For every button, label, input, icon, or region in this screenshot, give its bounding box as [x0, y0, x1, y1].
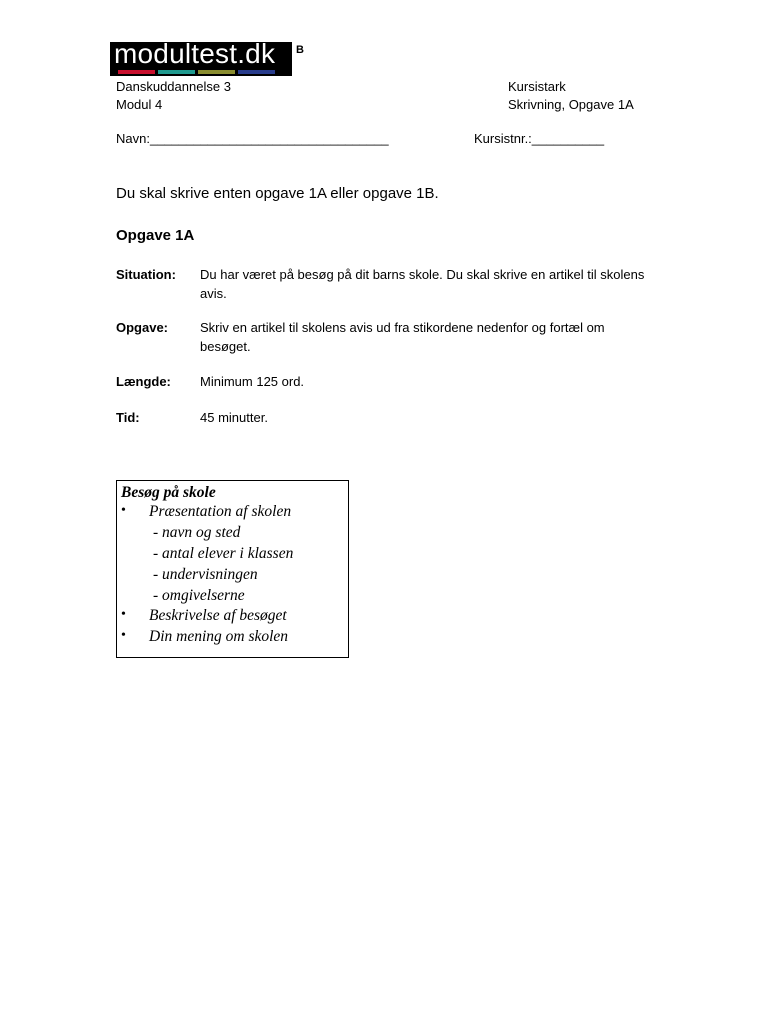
keywords-box: [116, 480, 349, 658]
logo-superscript: B: [296, 44, 304, 56]
list-item-text: Beskrivelse af besøget: [149, 607, 287, 624]
logo-bar-blue: [238, 70, 275, 74]
task-reference: Skrivning, Opgave 1A: [508, 97, 634, 112]
module-name: Modul 4: [116, 97, 163, 112]
logo-text: modultest.dk: [114, 38, 276, 69]
list-item-text: Din mening om skolen: [149, 628, 289, 645]
bullet-icon: •: [121, 628, 126, 643]
keywords-box-title: Besøg på skole: [121, 484, 216, 501]
detail-value: Skriv en artikel til skolens avis ud fra stikordene nedenfor og fortæl om besøget.: [200, 320, 605, 354]
instructions-intro: Du skal skrive enten opgave 1A eller opgave 1B.: [116, 185, 439, 202]
detail-label: Opgave:: [116, 320, 169, 335]
detail-time: [116, 408, 656, 427]
logo-bar-teal: [158, 70, 195, 74]
student-number-field[interactable]: Kursistnr.:__________: [474, 131, 605, 146]
detail-label: Situation:: [116, 267, 176, 282]
modultest-logo: [110, 38, 292, 76]
detail-label: Længde:: [116, 374, 171, 389]
detail-label: Tid:: [116, 410, 140, 425]
course-name: Danskuddannelse 3: [116, 79, 231, 94]
detail-situation: [116, 265, 656, 303]
logo-bar-olive: [198, 70, 235, 74]
logo-color-bars: [118, 70, 275, 74]
detail-value: Minimum 125 ord.: [200, 374, 305, 389]
list-item-text: Præsentation af skolen: [149, 503, 292, 520]
document-type: Kursistark: [508, 79, 566, 94]
list-item-text: - navn og sted: [153, 524, 241, 541]
list-item-text: - undervisningen: [153, 566, 258, 583]
name-field[interactable]: Navn:_________________________________: [116, 131, 389, 146]
list-item-text: - omgivelserne: [153, 587, 245, 604]
detail-task: [116, 318, 656, 356]
detail-value: 45 minutter.: [200, 410, 268, 425]
bullet-icon: •: [121, 503, 126, 518]
task-heading: Opgave 1A: [116, 227, 195, 244]
list-item-text: - antal elever i klassen: [153, 545, 294, 562]
detail-length: [116, 372, 656, 391]
bullet-icon: •: [121, 607, 126, 622]
detail-value: Du har været på besøg på dit barns skole. Du skal skrive en artikel til skolens avis.: [200, 267, 645, 301]
logo-bar-red: [118, 70, 155, 74]
